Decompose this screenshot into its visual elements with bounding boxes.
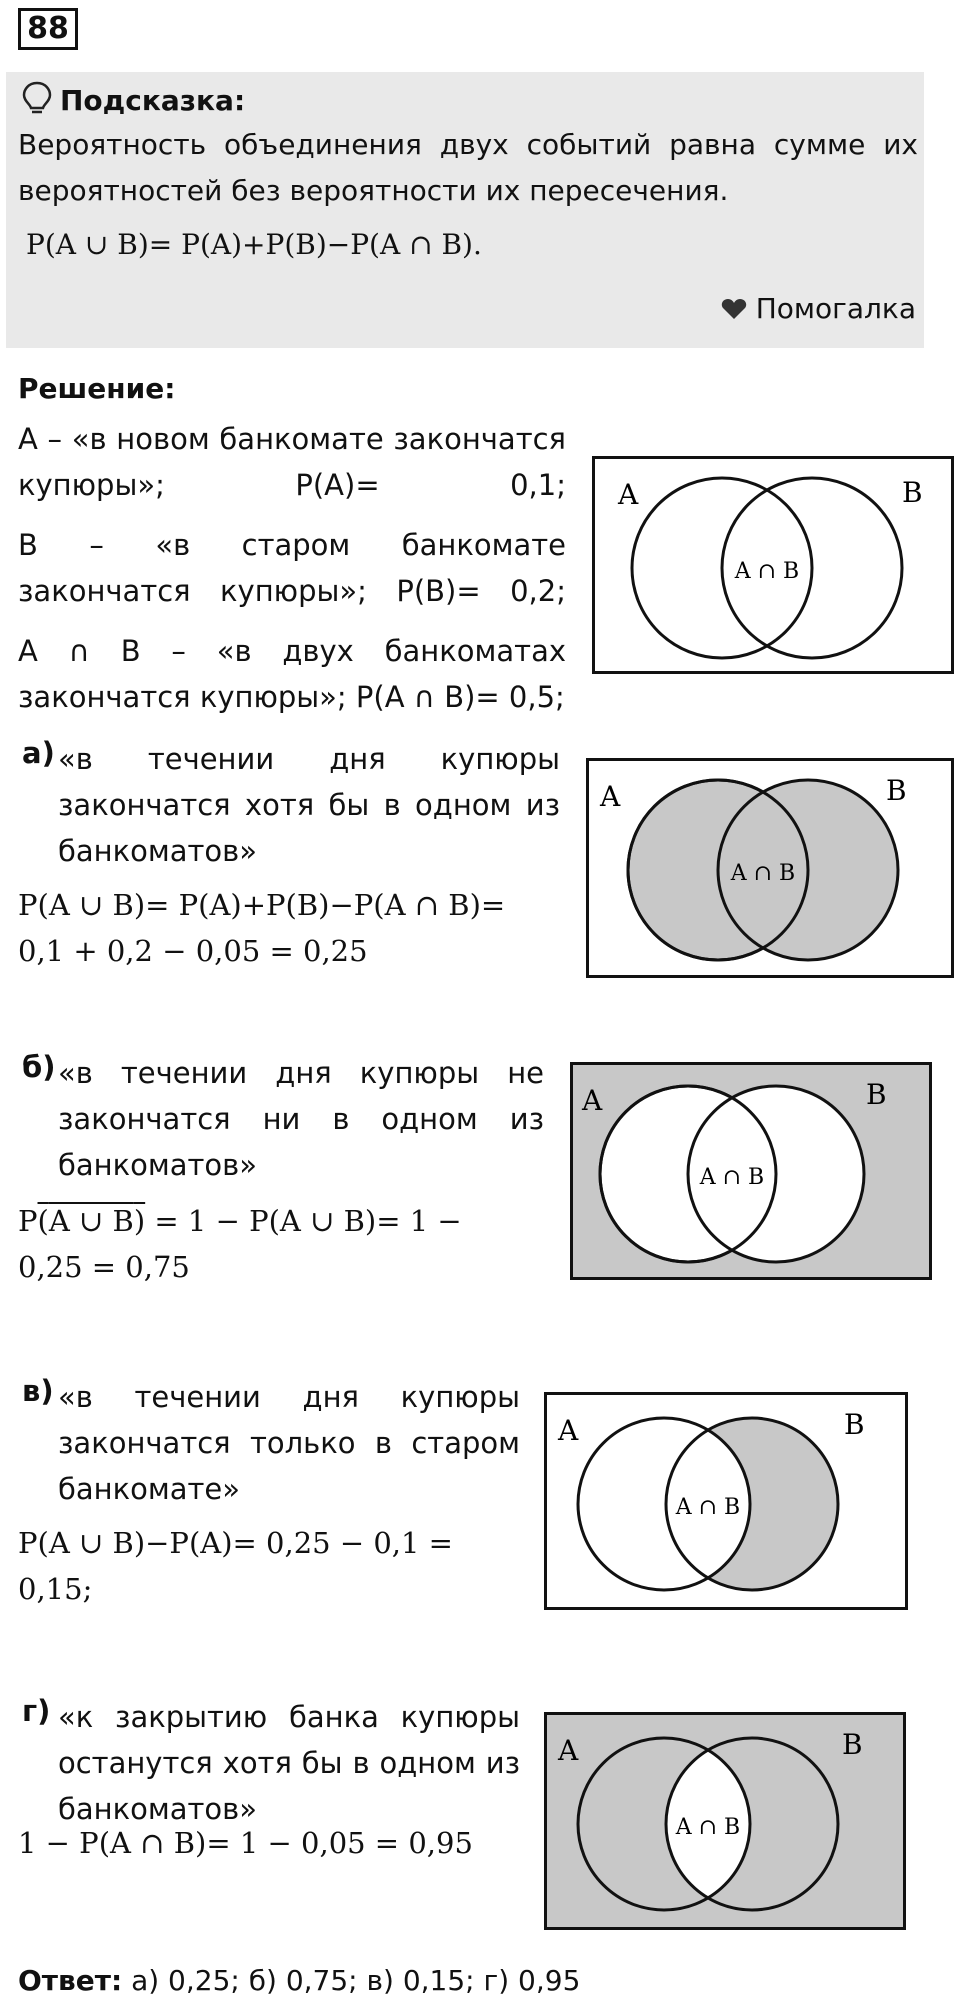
venn-label-ab: A ∩ B bbox=[675, 1495, 741, 1520]
venn-diagram-union bbox=[586, 758, 954, 978]
part-b-overline: (A ∪ B) bbox=[37, 1204, 146, 1238]
heart-icon bbox=[721, 298, 747, 320]
venn-label-a: A bbox=[582, 1084, 603, 1117]
event-a-text: А – «в новом банкомате закончатся купюры»; P(A)= 0,1; bbox=[18, 422, 566, 502]
part-v-text: «в течении дня купюры закончатся только в старом банкомате» bbox=[58, 1380, 520, 1506]
part-a-letter: а) bbox=[22, 736, 55, 770]
part-v-calc-2: 0,15; bbox=[18, 1572, 93, 1606]
venn-label-b: B bbox=[902, 476, 923, 509]
solution-title: Решение: bbox=[18, 372, 176, 405]
part-a-calc-2: 0,1 + 0,2 − 0,05 = 0,25 bbox=[18, 934, 368, 968]
venn-label-b: B bbox=[866, 1078, 887, 1111]
part-g-text: «к закрытию банка купюры останутся хотя бы в одном из банкоматов» bbox=[58, 1700, 520, 1826]
part-b-calc-rest: = 1 − P(A ∪ B)= 1 − bbox=[145, 1204, 462, 1238]
venn-label-b: B bbox=[842, 1728, 863, 1761]
event-ab-text: A ∩ B – «в двух банкоматах закончатся купюры»; P(A ∩ B)= 0,5; bbox=[18, 634, 566, 714]
venn-diagram-complement bbox=[570, 1062, 932, 1280]
part-a-text: «в течении дня купюры закончатся хотя бы в одном из банкоматов» bbox=[58, 742, 560, 868]
part-g-calc-1: 1 − P(A ∩ B)= 1 − 0,05 = 0,95 bbox=[18, 1826, 473, 1860]
venn-label-ab: A ∩ B bbox=[699, 1165, 765, 1190]
part-b-calc-1: P(A ∪ B) = 1 − P(A ∪ B)= 1 − bbox=[18, 1204, 462, 1238]
venn-diagram-not-both bbox=[544, 1712, 906, 1930]
hint-formula: P(A ∪ B)= P(A)+P(B)−P(A ∩ B). bbox=[26, 228, 482, 261]
answer-line bbox=[18, 1964, 580, 1997]
venn-label-ab: A ∩ B bbox=[675, 1815, 741, 1840]
part-b-bar-text: A ∪ B bbox=[48, 1204, 134, 1238]
part-v-letter: в) bbox=[22, 1374, 54, 1408]
venn-label-b: B bbox=[886, 774, 907, 807]
hint-title: Подсказка: bbox=[60, 84, 246, 117]
venn-diagram-basic bbox=[592, 456, 954, 674]
part-b-calc-2: 0,25 = 0,75 bbox=[18, 1250, 190, 1284]
venn-label-a: A bbox=[618, 478, 639, 511]
brand-text: Помогалка bbox=[755, 292, 916, 325]
part-g-letter: г) bbox=[22, 1694, 51, 1728]
venn-label-b: B bbox=[844, 1408, 865, 1441]
venn-label-ab: A ∩ B bbox=[730, 861, 796, 886]
part-v-calc-1: P(A ∪ B)−P(A)= 0,25 − 0,1 = bbox=[18, 1526, 453, 1560]
hint-text: Вероятность объединения двух событий равна сумме их вероятностей без вероятности их пересечения. bbox=[18, 128, 918, 207]
part-b-text: «в течении дня купюры не закончатся ни в одном из банкоматов» bbox=[58, 1056, 544, 1182]
venn-label-a: A bbox=[558, 1734, 579, 1767]
venn-diagram-only-b bbox=[544, 1392, 908, 1610]
venn-label-ab: A ∩ B bbox=[734, 559, 800, 584]
part-a-calc-1: P(A ∪ B)= P(A)+P(B)−P(A ∩ B)= bbox=[18, 888, 506, 922]
brand-label bbox=[721, 292, 916, 325]
venn-label-a: A bbox=[558, 1414, 579, 1447]
part-b-letter: б) bbox=[22, 1050, 56, 1084]
answer-text: а) 0,25; б) 0,75; в) 0,15; г) 0,95 bbox=[122, 1964, 581, 1997]
event-b-text: В – «в старом банкомате закончатся купюры»; P(B)= 0,2; bbox=[18, 528, 566, 608]
venn-label-a: A bbox=[600, 780, 621, 813]
answer-label: Ответ: bbox=[18, 1964, 123, 1997]
lightbulb-icon bbox=[20, 80, 54, 116]
task-number: 88 bbox=[18, 8, 78, 50]
